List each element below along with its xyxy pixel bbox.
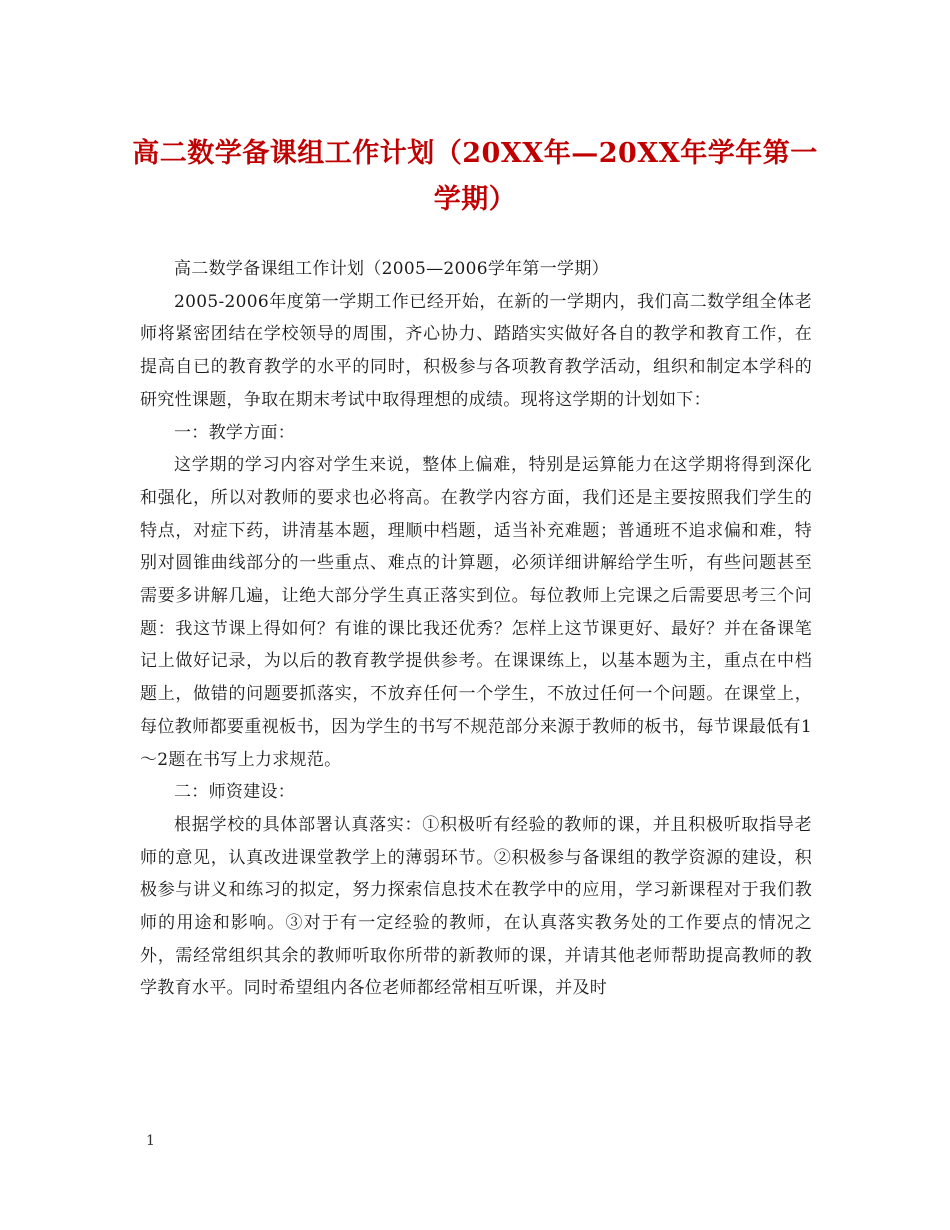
- paragraph-faculty: 根据学校的具体部署认真落实：①积极听有经验的教师的课，并且积极听取指导老师的意见，认真改进课堂教学上的薄弱环节。②积极参与备课组的教学资源的建设，积极参与讲义和练习的拟定，努力探索信息技术在教学中的应用，学习新课程对于我们教师的用途和影响。③对于有一定经验的教师，在认真落实教务处的工作要点的情况之外，需经常组织其余的教师听取你所带的新教师的课，并请其他老师帮助提高教师的教学教育水平。同时希望组内各位老师都经常相互听课，并及时: [140, 814, 812, 999]
- document-title-line-1: 高二数学备课组工作计划（20XX年—20XX年学年第一: [132, 138, 818, 169]
- paragraph-subtitle: 高二数学备课组工作计划（2005—2006学年第一学期）: [174, 259, 609, 279]
- document-body: [140, 253, 812, 1005]
- page-number: 1: [146, 1133, 155, 1149]
- section-heading-faculty: 二：师资建设：: [174, 782, 296, 803]
- section-heading-teaching: 一：教学方面：: [174, 422, 296, 443]
- paragraph-teaching: 这学期的学习内容对学生来说，整体上偏难，特别是运算能力在这学期将得到深化和强化，所以对教师的要求也必将高。在教学内容方面，我们还是主要按照我们学生的特点，对症下药，讲清基本题，理顺中档题，适当补充难题；普通班不追求偏和难，特别对圆锥曲线部分的一些重点、难点的计算题，必须详细讲解给学生听，有些问题甚至需要多讲解几遍，让绝大部分学生真正落实到位。每位教师上完课之后需要思考三个问题：我这节课上得如何？有谁的课比我还优秀？怎样上这节课更好、最好？并在备课笔记上做好记录，为以后的教育教学提供参考。在课课练上，以基本题为主，重点在中档题上，做错的问题要抓落实，不放弃任何一个学生，不放过任何一个问题。在课堂上，每位教师都要重视板书，因为学生的书写不规范部分来源于教师的板书，每节课最低有1～2题在书写上力求规范。: [140, 455, 812, 770]
- document-title-line-2: 学期）: [433, 184, 517, 215]
- paragraph-intro: 2005-2006年度第一学期工作已经开始，在新的一学期内，我们高二数学组全体老师将紧密团结在学校领导的周围，齐心协力、踏踏实实做好各自的教学和教育工作，在提高自已的教育教学的水平的同时，积极参与各项教育教学活动，组织和制定本学科的研究性课题，争取在期末考试中取得理想的成绩。现将这学期的计划如下：: [140, 291, 812, 410]
